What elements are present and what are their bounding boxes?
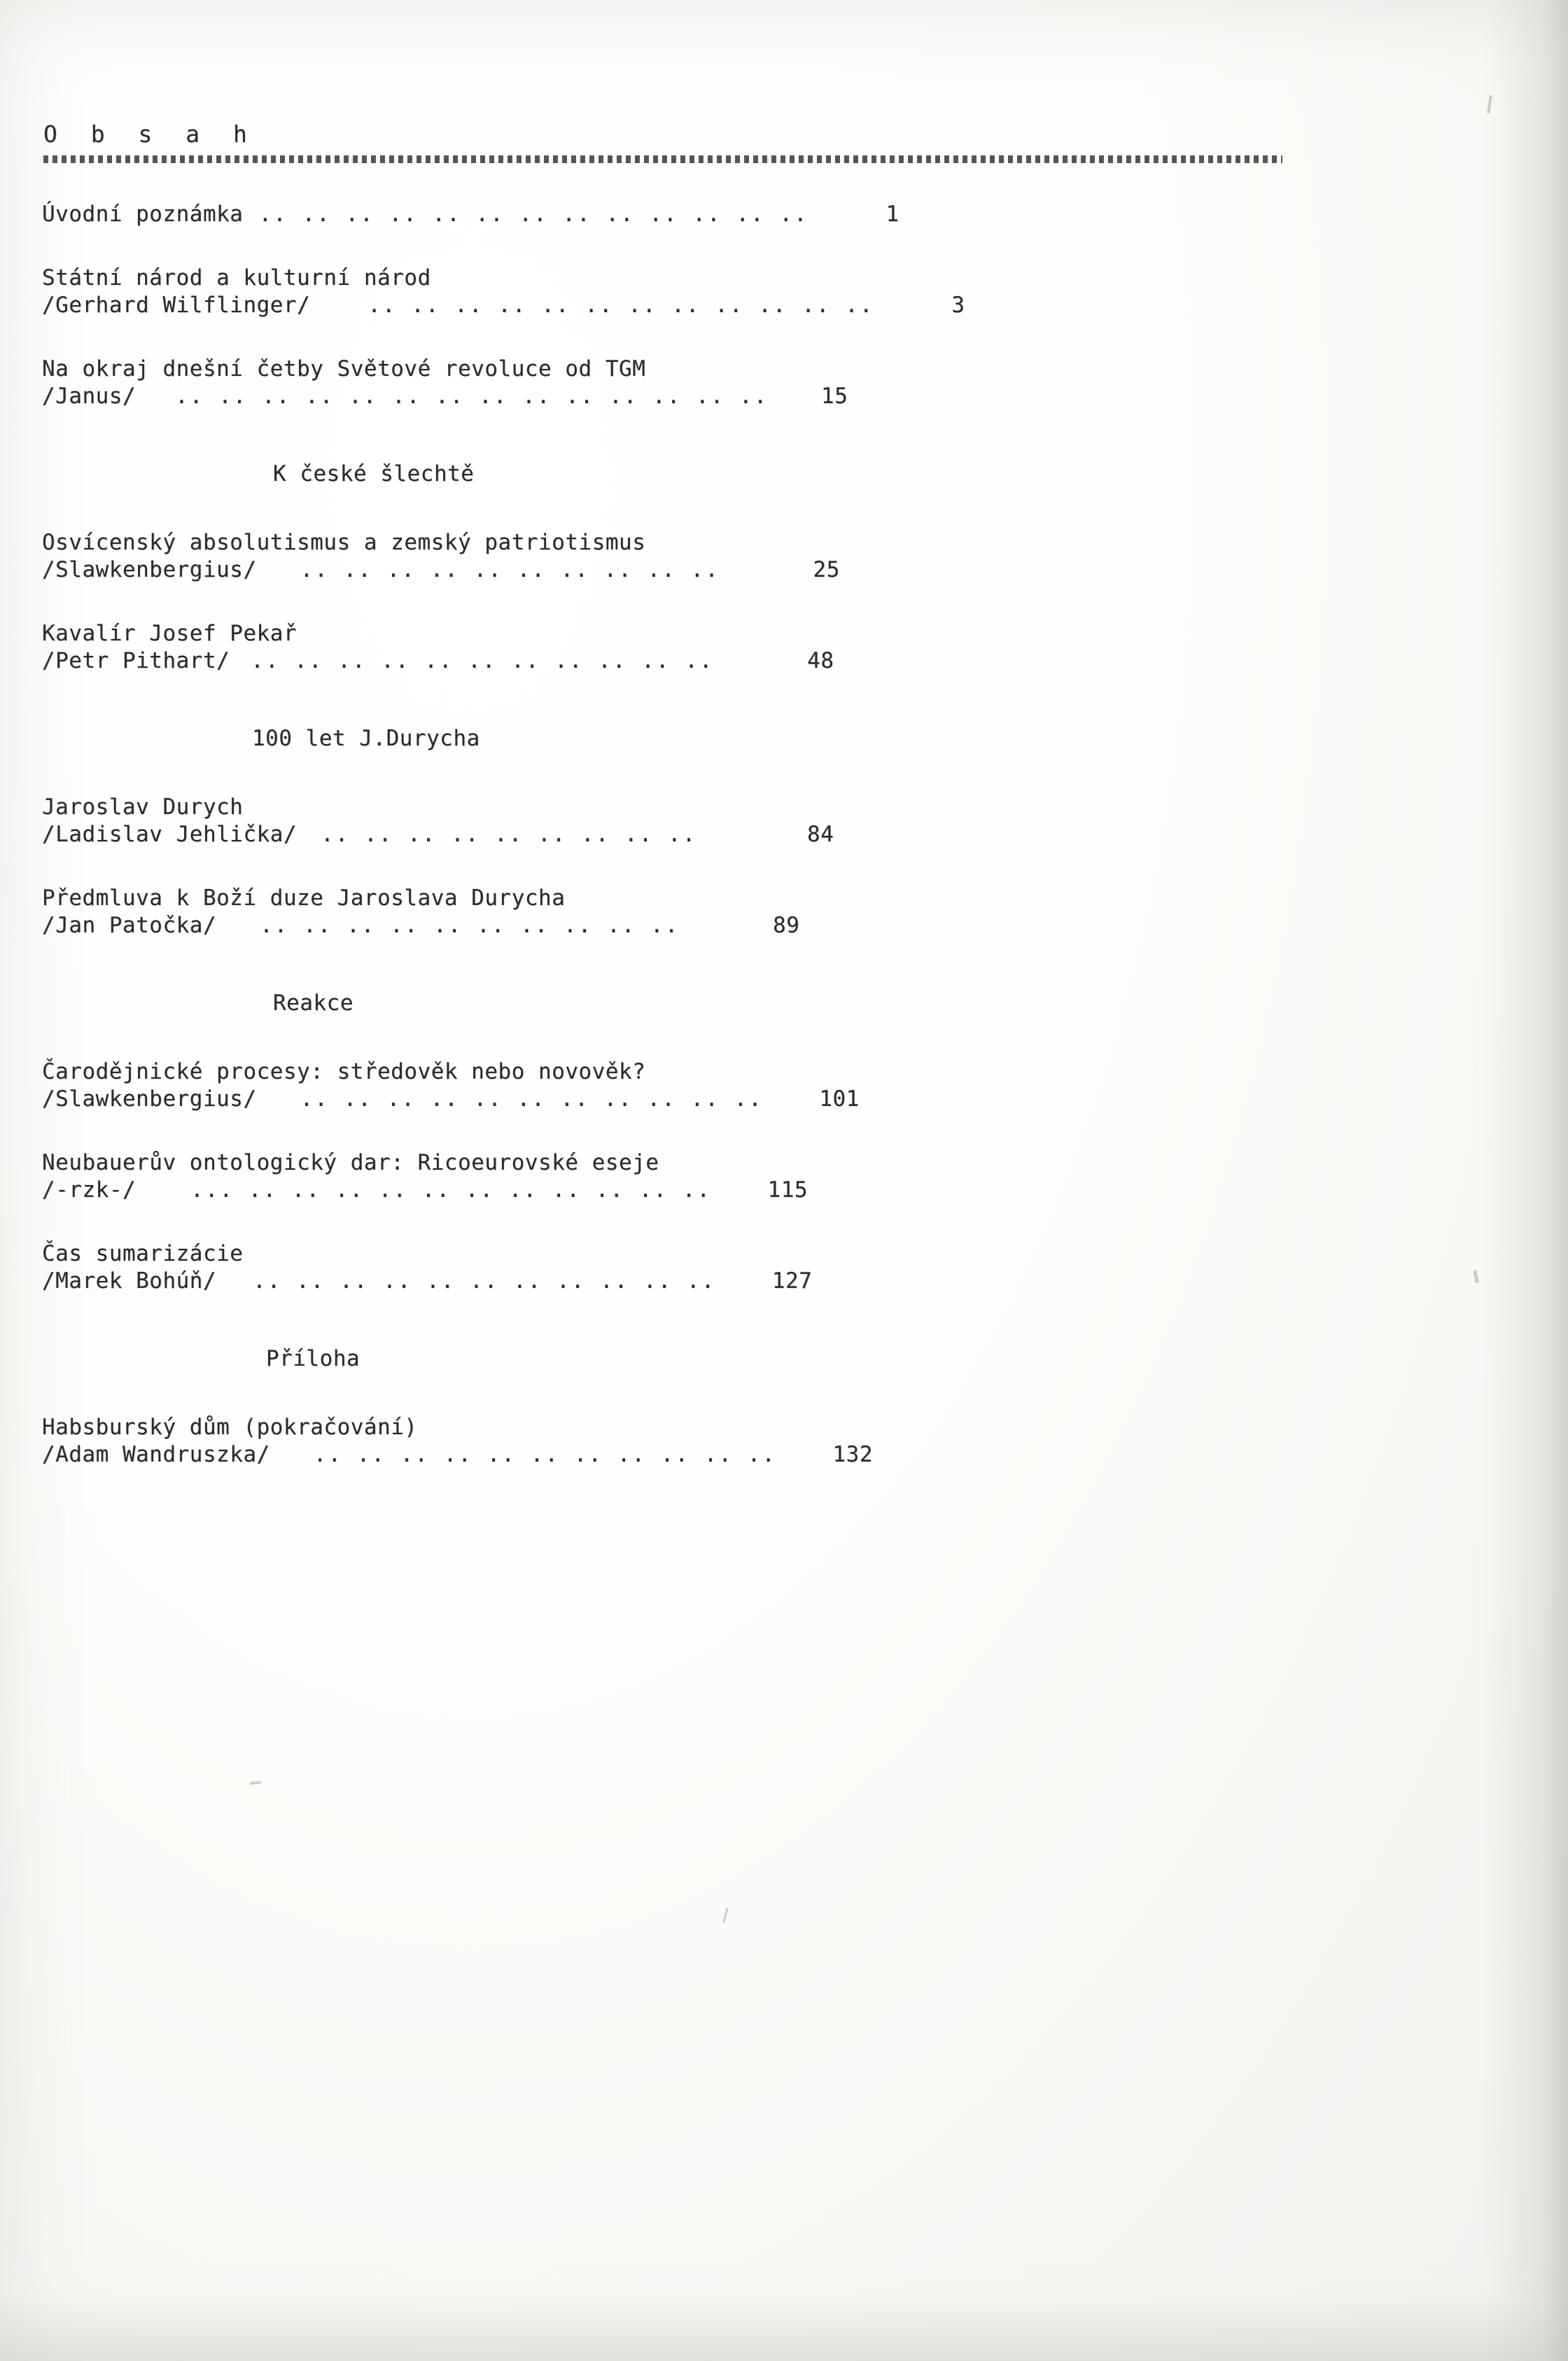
toc-entry-author: /-rzk-/ (42, 1177, 136, 1203)
toc-entry-author: /Gerhard Wilflinger/ (42, 293, 311, 318)
scan-edge-shadow-bottom (0, 2298, 1568, 2361)
section-heading: Reakce (273, 990, 354, 1016)
toc-entry-title: Neubauerův ontologický dar: Ricoeurovské eseje (42, 1150, 659, 1175)
toc-entry-title: Kavalír Josef Pekař (42, 621, 298, 646)
toc-entry-title: Úvodní poznámka (42, 202, 244, 227)
toc-entry[interactable] (42, 526, 1386, 593)
toc-leader-dots: .. .. .. .. .. .. .. .. .. (321, 822, 697, 847)
toc-entry-title: Čarodějnické procesy: středověk nebo novověk? (42, 1059, 646, 1084)
toc-entry-author: /Ladislav Jehlička/ (42, 822, 298, 847)
toc-entry-line (42, 1270, 1386, 1304)
toc-page-number: 3 (951, 293, 965, 318)
toc-entry[interactable] (42, 790, 1386, 857)
toc-entry-line (42, 650, 1386, 684)
toc-entry-line (42, 1088, 1386, 1122)
toc-entry-line (42, 204, 1386, 237)
toc-page-number: 84 (807, 822, 834, 847)
toc-leader-dots: .. .. .. .. .. .. .. .. .. .. .. .. .. .. (175, 384, 769, 409)
toc-entry[interactable] (42, 1146, 1386, 1213)
toc-entry-line (42, 1179, 1386, 1213)
toc-entry-author: /Janus/ (42, 384, 136, 409)
toc-entry-author: /Adam Wandruszka/ (42, 1442, 270, 1467)
toc-entry-title: Čas sumarizácie (42, 1241, 244, 1266)
scan-edge-shadow-right (1484, 0, 1568, 2361)
toc-page-number: 115 (767, 1177, 808, 1203)
toc-page-number: 101 (819, 1086, 860, 1112)
toc-entry-line (42, 915, 1386, 948)
toc-entry-author: /Jan Patočka/ (42, 913, 217, 938)
toc-entry-title: Osvícenský absolutismus a zemský patriotismus (42, 530, 646, 555)
toc-entry-line (42, 295, 1386, 328)
toc-leader-dots: .. .. .. .. .. .. .. .. .. .. .. (253, 1268, 716, 1294)
toc-entry-title: Habsburský dům (pokračování) (42, 1415, 418, 1440)
scan-speck (250, 1781, 261, 1785)
toc-page-number: 127 (771, 1268, 813, 1294)
toc-entry-author: /Slawkenbergius/ (42, 557, 257, 582)
toc-entry-author: /Slawkenbergius/ (42, 1086, 257, 1112)
toc-entry[interactable] (42, 204, 1386, 237)
toc-page-number: 25 (813, 557, 840, 582)
toc-leader-dots: .. .. .. .. .. .. .. .. .. .. .. (251, 648, 714, 673)
toc-page-number: 1 (886, 202, 899, 227)
scan-speck (1487, 95, 1492, 113)
toc-leader-dots: .. .. .. .. .. .. .. .. .. .. .. (300, 1086, 763, 1112)
section-heading: 100 let J.Durycha (252, 726, 480, 751)
toc-leader-dots: .. .. .. .. .. .. .. .. .. .. .. .. (368, 293, 874, 318)
toc-entry-title: Na okraj dnešní četby Světové revoluce od TGM (42, 356, 646, 381)
toc-page-number: 132 (832, 1442, 874, 1467)
toc-page-number: 15 (821, 384, 848, 409)
section-heading: K české šlechtě (273, 461, 475, 486)
scan-speck (722, 1907, 728, 1923)
toc-entry-author: /Petr Pithart/ (42, 648, 230, 673)
scan-speck (1473, 1270, 1479, 1284)
toc-entry-title: Předmluva k Boží duze Jaroslava Durycha (42, 885, 566, 911)
section-heading: Příloha (266, 1346, 360, 1371)
toc-entry[interactable] (42, 881, 1386, 948)
toc-entry[interactable] (42, 1237, 1386, 1304)
page-title: O b s a h (43, 120, 257, 148)
toc-entry-line (42, 1444, 1386, 1478)
toc-leader-dots: ... .. .. .. .. .. .. .. .. .. .. .. (190, 1177, 712, 1203)
toc-entry[interactable] (42, 261, 1386, 328)
title-underline-rule (43, 155, 1282, 163)
toc-leader-dots: .. .. .. .. .. .. .. .. .. .. (300, 557, 720, 582)
toc-leader-dots: .. .. .. .. .. .. .. .. .. .. (260, 913, 680, 938)
toc-entry-title: Jaroslav Durych (42, 794, 244, 820)
toc-page-number: 89 (773, 913, 800, 938)
table-of-contents (42, 122, 1386, 1501)
toc-leader-dots: .. .. .. .. .. .. .. .. .. .. .. (313, 1442, 777, 1467)
toc-entry[interactable] (42, 352, 1386, 419)
toc-entry[interactable] (42, 1055, 1386, 1122)
toc-entry-line (42, 559, 1386, 593)
toc-leader-dots: .. .. .. .. .. .. .. .. .. .. .. .. .. (258, 202, 808, 227)
toc-entry-title: Státní národ a kulturní národ (42, 265, 431, 290)
toc-entry-line (42, 824, 1386, 857)
toc-entry[interactable] (42, 617, 1386, 684)
toc-entry-author: /Marek Bohúň/ (42, 1268, 217, 1294)
toc-page-number: 48 (807, 648, 834, 673)
toc-entry-line (42, 386, 1386, 419)
toc-entry[interactable] (42, 1410, 1386, 1478)
